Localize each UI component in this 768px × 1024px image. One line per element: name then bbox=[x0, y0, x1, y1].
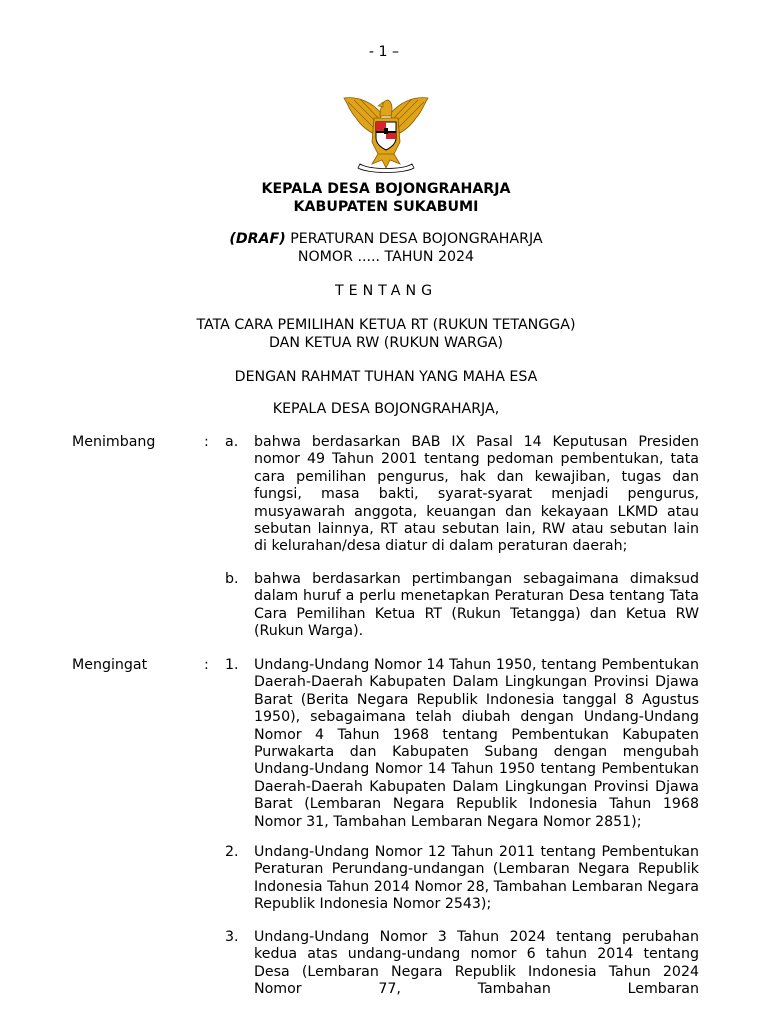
issuer-line-1: KEPALA DESA BOJONGRAHARJA bbox=[261, 181, 511, 197]
issuer-line-2: KABUPATEN SUKABUMI bbox=[293, 199, 479, 215]
topic-line-1: TATA CARA PEMILIHAN KETUA RT (RUKUN TETANGGA) bbox=[196, 317, 576, 333]
issuer-heading bbox=[0, 180, 768, 216]
mengingat-label: Mengingat bbox=[72, 657, 148, 673]
item-text: bahwa berdasarkan pertimbangan sebagaimana dimaksud dalam huruf a perlu menetapkan Peraturan Desa tentang Tata Cara Pemilihan Ketua RT (Rukun Tetangga) dan Ketua RW (Rukun Warga). bbox=[254, 571, 699, 640]
item-mark: 2. bbox=[225, 844, 239, 860]
menimbang-colon: : bbox=[204, 434, 209, 450]
item-mark: 3. bbox=[225, 929, 239, 945]
garuda-pancasila-emblem bbox=[338, 92, 434, 178]
rahmat-line: DENGAN RAHMAT TUHAN YANG MAHA ESA bbox=[234, 369, 538, 385]
item-text: Undang-Undang Nomor 3 Tahun 2024 tentang perubahan kedua atas undang-undang nomor 6 tahun 2014 tentang Desa (Lembaran Negara Republik Indonesia Tahun 2024 Nomor 77, Tambahan Lembaran bbox=[254, 929, 699, 998]
regulation-title-line bbox=[0, 230, 768, 248]
regulation-title bbox=[0, 230, 768, 266]
topic-line-2: DAN KETUA RW (RUKUN WARGA) bbox=[268, 335, 504, 351]
item-text: Undang-Undang Nomor 14 Tahun 1950, tentang Pembentukan Daerah-Daerah Kabupaten Dalam Lingkungan Provinsi Djawa Barat (Berita Negara Republik Indonesia tanggal 8 Agustus 1950), sebagaimana telah diubah dengan Undang-Undang Nomor 4 Tahun 1968 tentang Pembentukan Kabupaten Purwakarta dan Kabupaten Subang dengan mengubah Undang-Undang Nomor 14 Tahun 1950 tentang Pembentukan Daerah-Daerah Kabupaten Dalam Lingkungan Provinsi Djawa Barat (Lembaran Negara Republik Indonesia Tahun 1968 Nomor 31, Tambahan Lembaran Negara Nomor 2851); bbox=[254, 657, 699, 830]
item-mark: b. bbox=[225, 571, 239, 587]
item-text: Undang-Undang Nomor 12 Tahun 2011 tentang Pembentukan Peraturan Perundang-undangan (Lembaran Negara Republik Indonesia Tahun 2014 Nomor 28, Tambahan Lembaran Negara Republik Indonesia Nomor 2543); bbox=[254, 844, 699, 913]
item-text: bahwa berdasarkan BAB IX Pasal 14 Keputusan Presiden nomor 49 Tahun 2001 tentang pedoman pembentukan, tata cara pemilihan pengurus, hak dan kewajiban, tugas dan fungsi, masa bakti, syarat-syarat menjadi pengurus, musyawarah anggota, keuangan dan kekayaan LKMD atau sebutan lainnya, RT atau sebutan lain, RW atau sebutan lain di kelurahan/desa diatur di dalam peraturan daerah; bbox=[254, 434, 699, 555]
item-mark: 1. bbox=[225, 657, 239, 673]
mengingat-colon: : bbox=[204, 657, 209, 673]
tentang-heading: TENTANG bbox=[334, 283, 438, 299]
draft-marker: (DRAF) bbox=[229, 231, 286, 247]
menimbang-label: Menimbang bbox=[72, 434, 156, 450]
kepala-desa-line: KEPALA DESA BOJONGRAHARJA, bbox=[272, 401, 500, 417]
regulation-topic bbox=[0, 316, 768, 352]
item-mark: a. bbox=[225, 434, 239, 450]
regulation-name: PERATURAN DESA BOJONGRAHARJA bbox=[285, 231, 543, 247]
regulation-number: NOMOR ..... TAHUN 2024 bbox=[297, 249, 475, 265]
page-number: - 1 – bbox=[368, 44, 400, 60]
